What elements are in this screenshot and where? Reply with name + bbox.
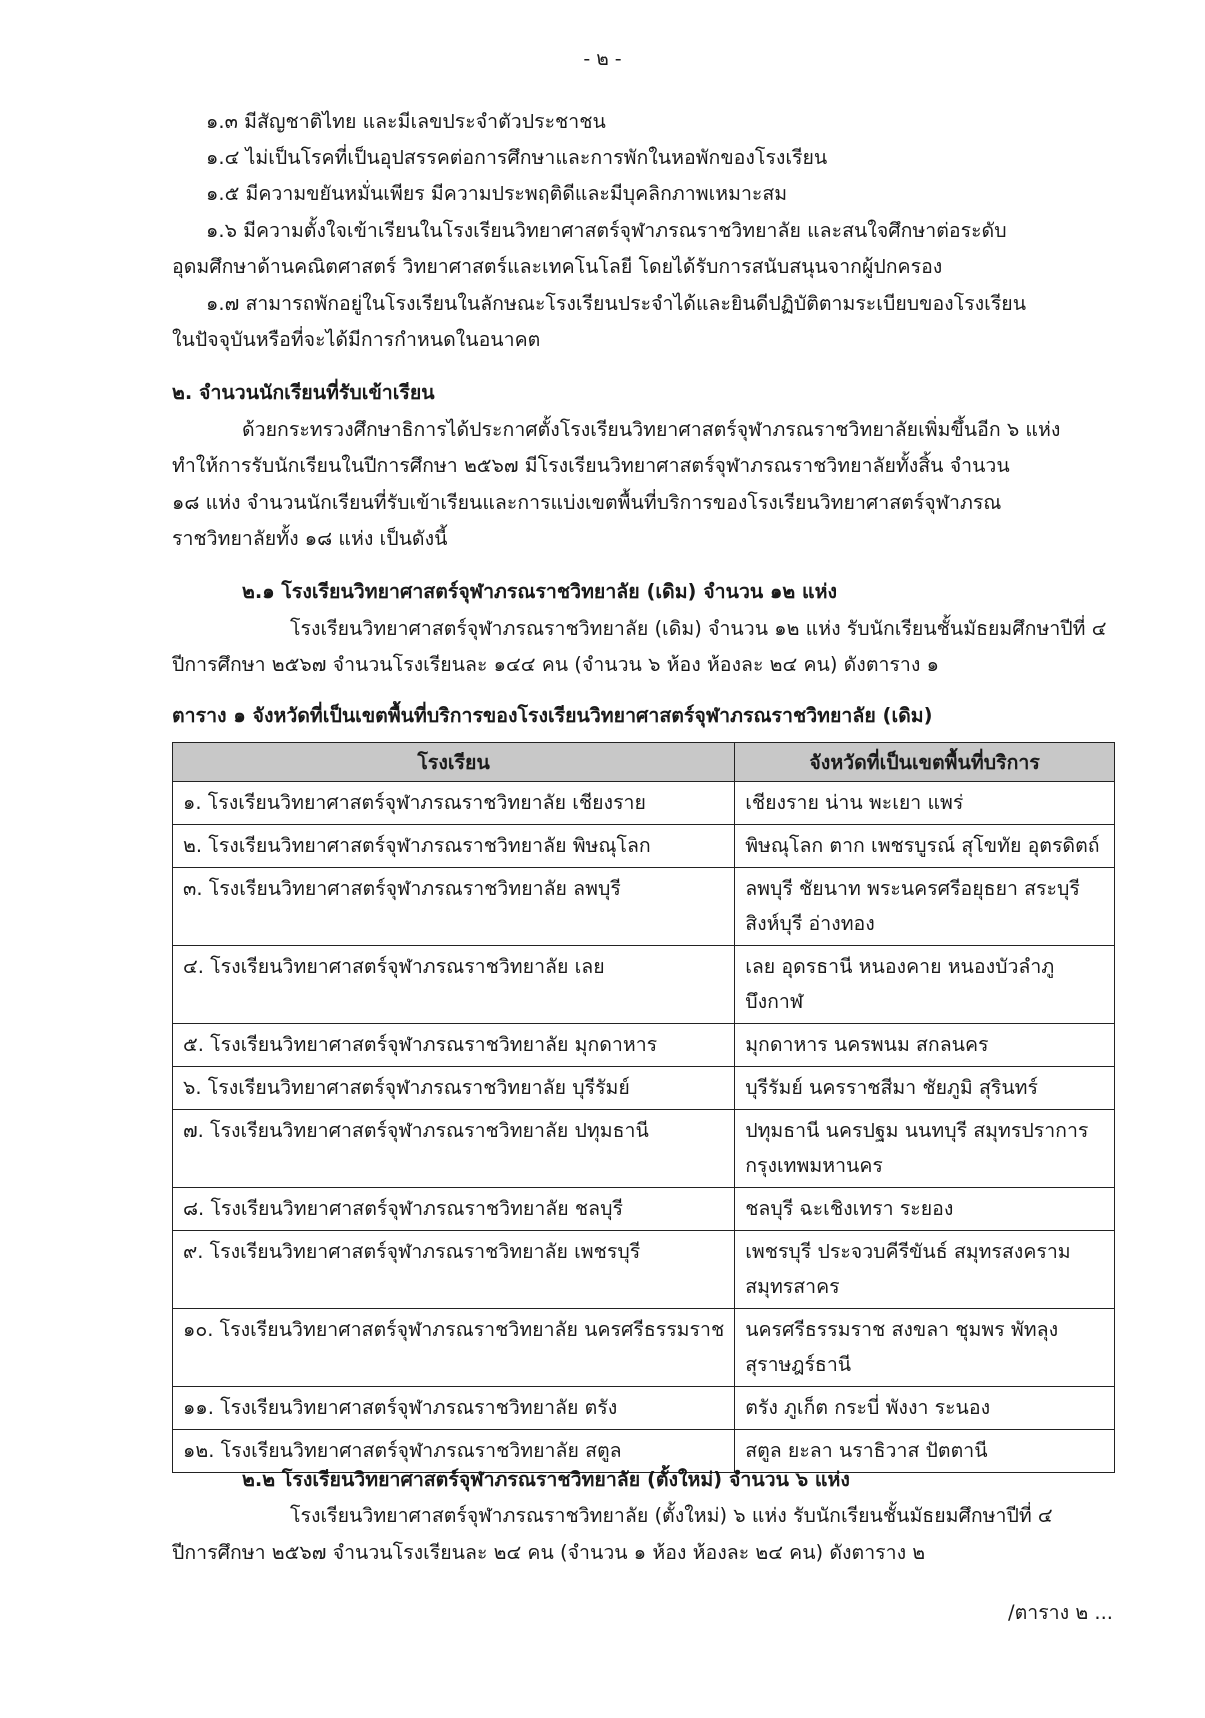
section-2-2-heading: ๒.๒ โรงเรียนวิทยาศาสตร์จุฬาภรณราชวิทยาลัย (ตั้งใหม่) จำนวน ๖ แห่ง xyxy=(242,1468,850,1491)
table-header-row xyxy=(173,743,1115,782)
provinces-line: เชียงราย น่าน พะเยา แพร่ xyxy=(745,791,964,814)
school-cell: ๘. โรงเรียนวิทยาศาสตร์จุฬาภรณราชวิทยาลัย ชลบุรี xyxy=(173,1188,735,1231)
provinces-line: นครศรีธรรมราช สงขลา ชุมพร พัทลุง xyxy=(745,1318,1059,1341)
school-cell: ๒. โรงเรียนวิทยาศาสตร์จุฬาภรณราชวิทยาลัย พิษณุโลก xyxy=(173,825,735,868)
school-cell: ๑๐. โรงเรียนวิทยาศาสตร์จุฬาภรณราชวิทยาลัย นครศรีธรรมราช xyxy=(173,1309,735,1387)
school-cell: ๑๑. โรงเรียนวิทยาศาสตร์จุฬาภรณราชวิทยาลัย ตรัง xyxy=(173,1387,735,1430)
section-2-heading: ๒. จำนวนนักเรียนที่รับเข้าเรียน xyxy=(172,381,435,404)
criteria-1-7-cont: ในปัจจุบันหรือที่จะได้มีการกำหนดในอนาคต xyxy=(172,328,541,351)
provinces-cell xyxy=(735,782,1115,825)
section-2-1-para-line: โรงเรียนวิทยาศาสตร์จุฬาภรณราชวิทยาลัย (เดิม) จำนวน ๑๒ แห่ง รับนักเรียนชั้นมัธยมศึกษาปีที่ ๔ xyxy=(290,617,1107,640)
criteria-1-3: ๑.๓ มีสัญชาติไทย และมีเลขประจำตัวประชาชน xyxy=(206,110,606,133)
criteria-1-6-cont: อุดมศึกษาด้านคณิตศาสตร์ วิทยาศาสตร์และเทคโนโลยี โดยได้รับการสนับสนุนจากผู้ปกครอง xyxy=(172,255,943,278)
provinces-line: ปทุมธานี นครปฐม นนทบุรี สมุทรปราการ xyxy=(745,1119,1089,1142)
school-cell: ๔. โรงเรียนวิทยาศาสตร์จุฬาภรณราชวิทยาลัย เลย xyxy=(173,946,735,1024)
table-row xyxy=(173,1387,1115,1430)
school-cell: ๙. โรงเรียนวิทยาศาสตร์จุฬาภรณราชวิทยาลัย เพชรบุรี xyxy=(173,1231,735,1309)
continuation-note: /ตาราง ๒ ... xyxy=(1008,1601,1113,1624)
provinces-cell xyxy=(735,1387,1115,1430)
provinces-line: เพชรบุรี ประจวบคีรีขันธ์ สมุทรสงคราม xyxy=(745,1240,1071,1263)
table-row xyxy=(173,825,1115,868)
criteria-1-6: ๑.๖ มีความตั้งใจเข้าเรียนในโรงเรียนวิทยาศาสตร์จุฬาภรณราชวิทยาลัย และสนใจศึกษาต่อระดับ xyxy=(206,219,1007,242)
provinces-line: พิษณุโลก ตาก เพชรบูรณ์ สุโขทัย อุตรดิตถ์ xyxy=(745,834,1100,857)
table-row xyxy=(173,1024,1115,1067)
provinces-cell xyxy=(735,1231,1115,1309)
school-cell: ๓. โรงเรียนวิทยาศาสตร์จุฬาภรณราชวิทยาลัย ลพบุรี xyxy=(173,868,735,946)
provinces-line: กรุงเทพมหานคร xyxy=(745,1154,883,1177)
provinces-cell xyxy=(735,868,1115,946)
criteria-1-5: ๑.๕ มีความขยันหมั่นเพียร มีความประพฤติดีและมีบุคลิกภาพเหมาะสม xyxy=(206,182,788,205)
provinces-line: เลย อุดรธานี หนองคาย หนองบัวลำภู xyxy=(745,955,1055,978)
provinces-line: สุราษฎร์ธานี xyxy=(745,1353,852,1376)
section-2-2-para-line: โรงเรียนวิทยาศาสตร์จุฬาภรณราชวิทยาลัย (ตั้งใหม่) ๖ แห่ง รับนักเรียนชั้นมัธยมศึกษาปีที่ ๔ xyxy=(290,1504,1053,1527)
school-cell: ๕. โรงเรียนวิทยาศาสตร์จุฬาภรณราชวิทยาลัย มุกดาหาร xyxy=(173,1024,735,1067)
section-2-2-para-line: ปีการศึกษา ๒๕๖๗ จำนวนโรงเรียนละ ๒๔ คน (จำนวน ๑ ห้อง ห้องละ ๒๔ คน) ดังตาราง ๒ xyxy=(172,1541,926,1564)
provinces-cell xyxy=(735,1067,1115,1110)
table-row xyxy=(173,1110,1115,1188)
header-school: โรงเรียน xyxy=(173,743,735,782)
school-cell: ๑๒. โรงเรียนวิทยาศาสตร์จุฬาภรณราชวิทยาลัย สตูล xyxy=(173,1430,735,1473)
criteria-1-4: ๑.๔ ไม่เป็นโรคที่เป็นอุปสรรคต่อการศึกษาและการพักในหอพักของโรงเรียน xyxy=(206,146,828,169)
provinces-line: มุกดาหาร นครพนม สกลนคร xyxy=(745,1033,989,1056)
table-row xyxy=(173,782,1115,825)
school-cell: ๑. โรงเรียนวิทยาศาสตร์จุฬาภรณราชวิทยาลัย เชียงราย xyxy=(173,782,735,825)
provinces-cell xyxy=(735,1309,1115,1387)
provinces-line: บุรีรัมย์ นครราชสีมา ชัยภูมิ สุรินทร์ xyxy=(745,1076,1039,1099)
section-2-1-para-line: ปีการศึกษา ๒๕๖๗ จำนวนโรงเรียนละ ๑๔๔ คน (จำนวน ๖ ห้อง ห้องละ ๒๔ คน) ดังตาราง ๑ xyxy=(172,653,939,676)
table-row xyxy=(173,946,1115,1024)
provinces-cell xyxy=(735,1188,1115,1231)
provinces-cell xyxy=(735,1110,1115,1188)
table-row xyxy=(173,868,1115,946)
provinces-line: สตูล ยะลา นราธิวาส ปัตตานี xyxy=(745,1439,988,1462)
school-cell: ๖. โรงเรียนวิทยาศาสตร์จุฬาภรณราชวิทยาลัย บุรีรัมย์ xyxy=(173,1067,735,1110)
criteria-1-7: ๑.๗ สามารถพักอยู่ในโรงเรียนในลักษณะโรงเรียนประจำได้และยินดีปฏิบัติตามระเบียบของโรงเรียน xyxy=(206,292,1027,315)
provinces-cell xyxy=(735,825,1115,868)
table-row xyxy=(173,1309,1115,1387)
table-row xyxy=(173,1067,1115,1110)
schools-table xyxy=(172,742,1115,1473)
provinces-line: ลพบุรี ชัยนาท พระนครศรีอยุธยา สระบุรี xyxy=(745,877,1080,900)
provinces-line: สมุทรสาคร xyxy=(745,1275,840,1298)
section-2-para-line: ๑๘ แห่ง จำนวนนักเรียนที่รับเข้าเรียนและการแบ่งเขตพื้นที่บริการของโรงเรียนวิทยาศาสตร์จุฬาภรณ xyxy=(172,491,1002,514)
provinces-cell xyxy=(735,946,1115,1024)
page-number: - ๒ - xyxy=(583,48,622,70)
table-row xyxy=(173,1188,1115,1231)
table-1-caption: ตาราง ๑ จังหวัดที่เป็นเขตพื้นที่บริการของโรงเรียนวิทยาศาสตร์จุฬาภรณราชวิทยาลัย (เดิม) xyxy=(172,704,933,727)
provinces-cell xyxy=(735,1024,1115,1067)
school-cell: ๗. โรงเรียนวิทยาศาสตร์จุฬาภรณราชวิทยาลัย ปทุมธานี xyxy=(173,1110,735,1188)
provinces-line: สิงห์บุรี อ่างทอง xyxy=(745,912,875,935)
provinces-line: ตรัง ภูเก็ต กระบี่ พังงา ระนอง xyxy=(745,1396,991,1419)
section-2-para-line: ทำให้การรับนักเรียนในปีการศึกษา ๒๕๖๗ มีโรงเรียนวิทยาศาสตร์จุฬาภรณราชวิทยาลัยทั้งสิ้น จำนวน xyxy=(172,454,1010,477)
header-provinces: จังหวัดที่เป็นเขตพื้นที่บริการ xyxy=(735,743,1115,782)
table-row xyxy=(173,1231,1115,1309)
provinces-line: บึงกาฬ xyxy=(745,990,804,1013)
section-2-para-line: ราชวิทยาลัยทั้ง ๑๘ แห่ง เป็นดังนี้ xyxy=(172,527,448,550)
section-2-para-line: ด้วยกระทรวงศึกษาธิการได้ประกาศตั้งโรงเรียนวิทยาศาสตร์จุฬาภรณราชวิทยาลัยเพิ่มขึ้นอีก ๖ แห่ง xyxy=(242,418,1061,441)
section-2-1-heading: ๒.๑ โรงเรียนวิทยาศาสตร์จุฬาภรณราชวิทยาลัย (เดิม) จำนวน ๑๒ แห่ง xyxy=(242,580,837,603)
provinces-line: ชลบุรี ฉะเชิงเทรา ระยอง xyxy=(745,1197,954,1220)
